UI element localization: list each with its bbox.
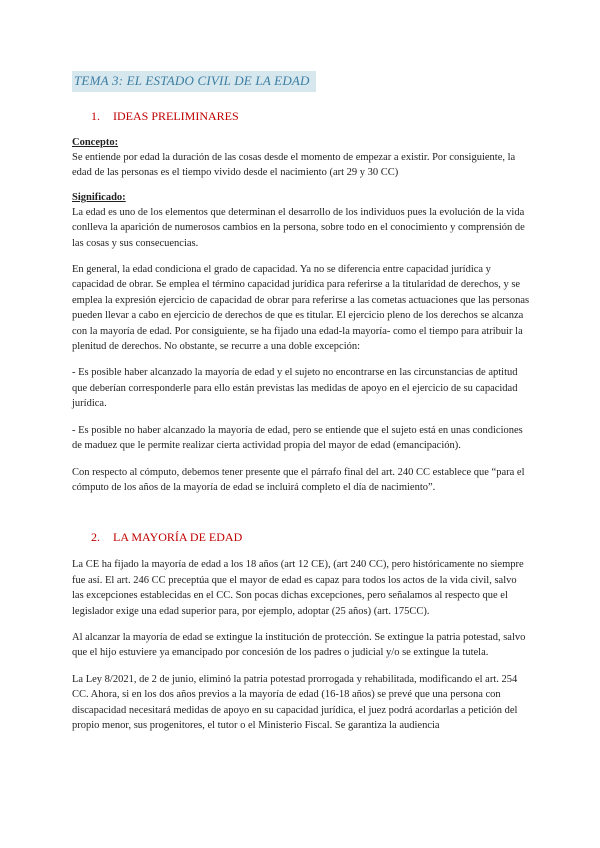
section-spacer: [72, 506, 530, 530]
exception-paragraph-1: - Es posible haber alcanzado la mayoría de edad y el sujeto no encontrarse en las circunstancias de aptitud que deberían corresponderle para ello están previstas las medidas de apoyo en el ejercicio de su capacidad jurídica.: [72, 367, 518, 410]
computo-paragraph: Con respecto al cómputo, debemos tener presente que el párrafo final del art. 240 CC establece que “para el cómputo de los años de la mayoría de edad se incluirá completo el día de nacimiento”.: [72, 466, 525, 493]
section-heading-text: LA MAYORÍA DE EDAD: [113, 530, 243, 545]
mayoria-paragraph-1: La CE ha fijado la mayoría de edad a los 18 años (art 12 CE), (art 240 CC), pero históricamente no siempre fue así. El art. 246 CC preceptúa que el mayor de edad es capaz para todos los actos de la vida civil, salvo las excepciones establecidas en el CC. Son pocas dichas excepciones, pero señalamos al respecto que el legislador exige una edad superior para, por ejemplo, adoptar (25 años) (art. 175CC).: [72, 559, 524, 617]
section-number: 2.: [91, 530, 100, 545]
general-paragraph: En general, la edad condiciona el grado de capacidad. Ya no se diferencia entre capacidad jurídica y capacidad de obrar. Se emplea el término capacidad jurídica para referirse a la titularidad de derechos, y se emplea la expresión ejercicio de capacidad de obrar para referirse a las cometas actuaciones que las personas pueden llevar a cabo en ejercicio de derechos de que es titular. El ejercicio pleno de los derechos se alcanza con la mayoría de edad. Por consiguiente, se ha fijado una edad-la mayoría- como el tiempo para atribuir la plenitud de derechos. No obstante, se recurre a una doble excepción:: [72, 264, 530, 353]
concepto-label: Concepto:: [72, 137, 119, 148]
concepto-paragraph: Se entiende por edad la duración de las cosas desde el momento de empezar a existir. Por consiguiente, la edad de las personas es el tiempo vivido desde el nacimiento (art 29 y 30 CC): [72, 152, 516, 179]
document-page: [72, 71, 530, 744]
document-title: TEMA 3: EL ESTADO CIVIL DE LA EDAD: [72, 71, 316, 92]
mayoria-paragraph-2: Al alcanzar la mayoría de edad se extingue la institución de protección. Se extingue la patria potestad, salvo que el hijo estuviere ya emancipado por concesión de los padres o judicial y/o se extingue la tutela.: [72, 631, 526, 659]
mayoria-paragraph-3: La Ley 8/2021, de 2 de junio, eliminó la patria potestad prorrogada y rehabilitada, modificando el art. 254 CC. Ahora, si en los dos años previos a la mayoría de edad (16-18 años) se prevé que una persona con discapacidad necesitará medidas de apoyo en su capacidad jurídica, el juez podrá acordarlas a petición del propio menor, sus progenitores, el tutor o el Ministerio Fiscal. Se garantiza la audiencia: [72, 673, 518, 731]
exception-paragraph-2: - Es posible no haber alcanzado la mayoría de edad, pero se entiende que el sujeto está en unas condiciones de maduez que le permite realizar cierta actividad propia del mayor de edad (emancipación).: [72, 424, 523, 452]
significado-label: Significado:: [72, 191, 126, 203]
significado-paragraph: La edad es uno de los elementos que determinan el desarrollo de los individuos pues la evolución de la vida conlleva la aparición de numerosos cambios en la persona, sobre todo en el conocimiento y comprensión de las cosas y sus consecuencias.: [72, 206, 525, 249]
section-heading-ideas-preliminares: [91, 109, 530, 124]
section-heading-text: IDEAS PRELIMINARES: [113, 109, 239, 123]
section-heading-mayoria-de-edad: [91, 530, 530, 545]
section-number: 1.: [91, 109, 100, 123]
